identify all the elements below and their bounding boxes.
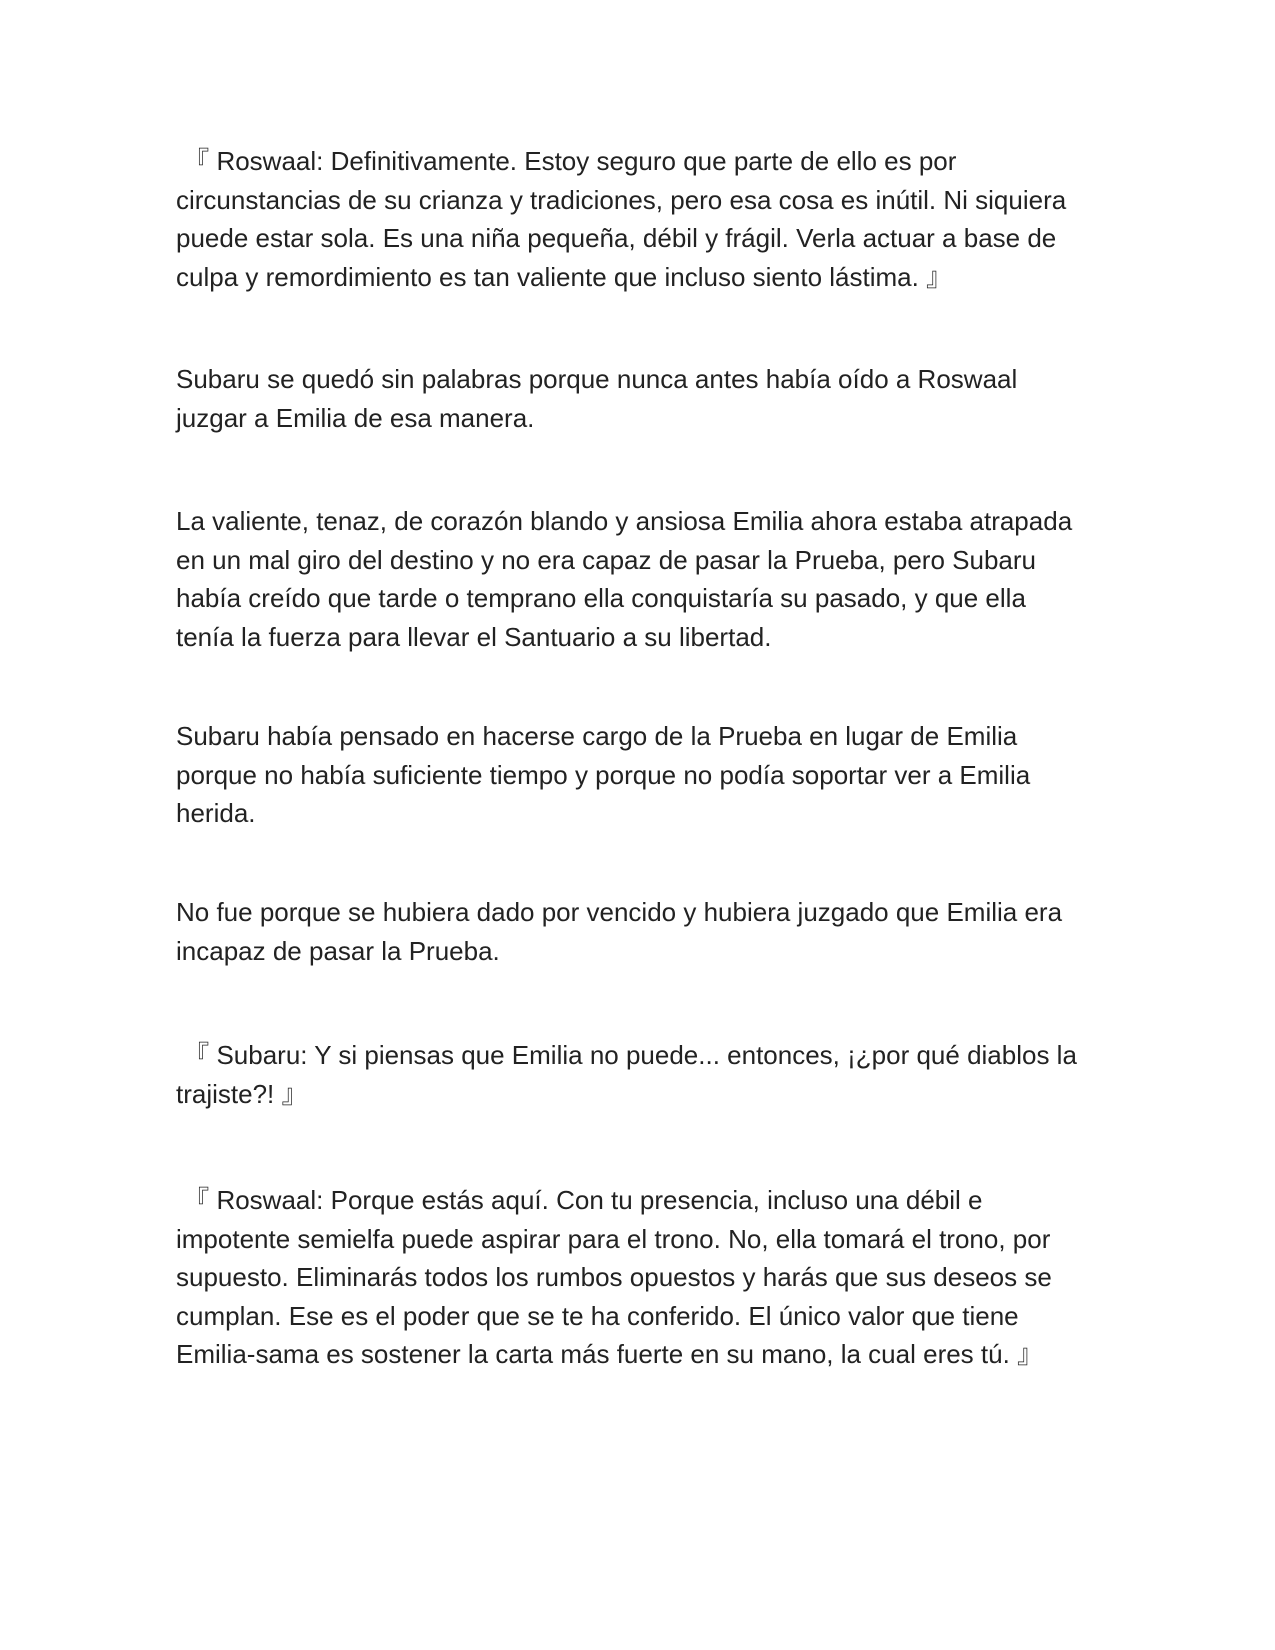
paragraph-subaru-took-over xyxy=(176,717,1096,833)
text-line: culpa y remordimiento es tan valiente que incluso siento lástima. 』 xyxy=(176,261,953,292)
text-line: La valiente, tenaz, de corazón blando y ansiosa Emilia ahora estaba atrapada xyxy=(176,506,1073,536)
text-line: porque no había suficiente tiempo y porque no podía soportar ver a Emilia xyxy=(176,759,1031,790)
text-line: trajiste?! 』 xyxy=(176,1078,308,1109)
text-line: incapaz de pasar la Prueba. xyxy=(176,935,500,966)
text-line: Subaru se quedó sin palabras porque nunca antes había oído a Roswaal xyxy=(176,364,1018,394)
paragraph-emilia-trapped xyxy=(176,502,1096,656)
paragraph-roswaal-quote-2 xyxy=(176,1181,1096,1374)
text-line: circunstancias de su crianza y tradiciones, pero esa cosa es inútil. Ni siquiera xyxy=(176,184,1067,215)
text-line: supuesto. Eliminarás todos los rumbos opuestos y harás que sus deseos se xyxy=(176,1262,1052,1292)
text-line: cumplan. Ese es el poder que se te ha conferido. El único valor que tiene xyxy=(176,1300,1019,1331)
text-line: impotente semielfa puede aspirar para el trono. No, ella tomará el trono, por xyxy=(176,1223,1051,1254)
text-line: 『 Subaru: Y si piensas que Emilia no puede... entonces, ¡¿por qué diablos la xyxy=(176,1040,1077,1070)
text-line: había creído que tarde o temprano ella conquistaría su pasado, y que ella xyxy=(176,583,1026,613)
text-line: en un mal giro del destino y no era capaz de pasar la Prueba, pero Subaru xyxy=(176,544,1036,575)
text-line: Emilia-sama es sostener la carta más fuerte en su mano, la cual eres tú. 』 xyxy=(176,1339,1044,1369)
text-line: 『 Roswaal: Definitivamente. Estoy seguro que parte de ello es por xyxy=(176,146,957,176)
text-line: No fue porque se hubiera dado por vencido y hubiera juzgado que Emilia era xyxy=(176,897,1063,927)
text-line: Subaru había pensado en hacerse cargo de la Prueba en lugar de Emilia xyxy=(176,721,1018,751)
paragraph-roswaal-quote-1 xyxy=(176,142,1096,296)
text-line: tenía la fuerza para llevar el Santuario a su libertad. xyxy=(176,621,772,652)
paragraph-not-given-up xyxy=(176,893,1096,970)
paragraph-subaru-quote xyxy=(176,1036,1096,1113)
text-line: 『 Roswaal: Porque estás aquí. Con tu presencia, incluso una débil e xyxy=(176,1185,983,1215)
text-line: herida. xyxy=(176,798,256,828)
text-line: puede estar sola. Es una niña pequeña, débil y frágil. Verla actuar a base de xyxy=(176,223,1057,253)
text-line: juzgar a Emilia de esa manera. xyxy=(176,402,535,433)
paragraph-subaru-speechless xyxy=(176,360,1096,437)
